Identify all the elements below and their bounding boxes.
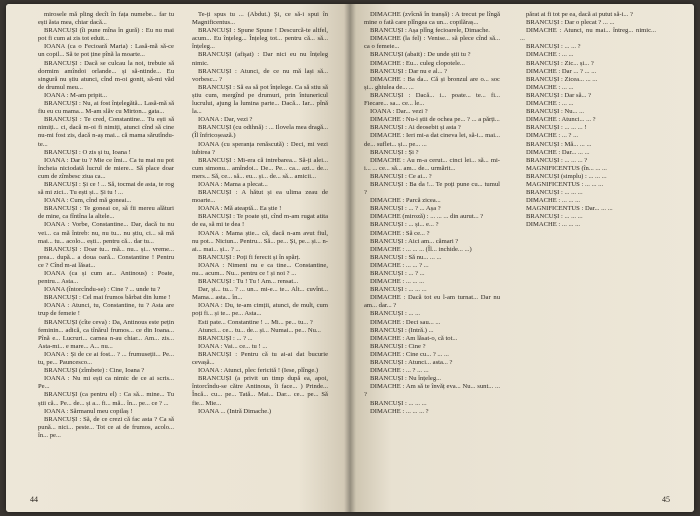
dialogue-paragraph: BRANCUȘI (abait) : De unde știi tu ? — [370, 51, 471, 59]
dialogue-paragraph: BRANCUȘI : ... și... e... ? — [370, 221, 439, 229]
dialogue-paragraph: IOANA : Cum, cînd mă goneai... — [44, 197, 132, 205]
dialogue-paragraph: BRANCUȘI : Pentru că tu ai-ai dat bucurie cevașă... — [192, 350, 328, 367]
dialogue-paragraph: DIMACHE : Au m-a cerut... cinci lei... să... mi-i... ... ce... să... am... de... urmărit... — [364, 156, 500, 172]
dialogue-paragraph: BRANCUȘI : Tu ! Tu ! Am... rensat... — [198, 278, 299, 286]
dialogue-paragraph: IOANA : Du, te-am cimții, atunci, de mult, cum poți fi... și te... pe... Asta... — [192, 302, 328, 318]
dialogue-paragraph: BRANCUȘI : Dar o plecat ? ... ... — [526, 19, 615, 27]
dialogue-paragraph: IOANA : Dar, vezi ? — [198, 116, 253, 124]
dialogue-paragraph: BRANCUȘI : ... ... ... — [370, 399, 427, 407]
dialogue-paragraph: BRANCUȘI (ca pentru el) : Ca să... mine... Tu știi că... Pe... de... și a... fi... mă... în... pe... ce ? ... — [38, 391, 174, 407]
dialogue-paragraph: IOANA (ca și cum ar... Antinous) : Poate, pentru... Asta... — [38, 270, 174, 286]
dialogue-paragraph: Esti pate... Constantine ! ... Mi... pe... tu... ? — [198, 318, 313, 326]
dialogue-paragraph: BRANCUȘI : Și ce ! ... Să, tocmai de asta, te rog să mi zici... Tu ești și... Și tu ! ... — [38, 180, 174, 197]
dialogue-paragraph: DIMACHE : Eu... culeg clopotele... — [370, 59, 465, 67]
dialogue-paragraph: BRANCUȘI : Spune Spune ! Descurcă-te altfel, acum... Eu înțeleg... Înțeleg tot... pentru că... să... înțeleg... — [192, 27, 328, 51]
dialogue-paragraph: mirosele mă pling decît în fața numebe... far tu ești ăsta mea, chiar dacă... — [38, 11, 174, 27]
dialogue-paragraph: DIMACHE : Să ce... ? — [370, 229, 430, 237]
dialogue-paragraph: DIMACHE : ... ... — [526, 83, 574, 91]
dialogue-paragraph: BRANCUȘI : Nu înțeleg... — [370, 375, 442, 383]
dialogue-paragraph: BRANCUȘI : (Intră.) ... — [370, 326, 434, 334]
dialogue-paragraph: BRANCUȘI : ... ... ? — [526, 43, 581, 51]
dialogue-paragraph: BRANCUȘI : ... ... ... ! — [526, 124, 587, 132]
dialogue-paragraph: DIMACHE : Atunci, nu mai... întreg... nimic... ... — [520, 27, 656, 43]
dialogue-paragraph: IOANA : Dar... vezi ? — [370, 108, 428, 116]
dialogue-paragraph: BRANCUȘI : ... ... ... ? — [526, 156, 588, 164]
dialogue-paragraph: BRANCUȘI : ... ... — [370, 310, 421, 318]
dialogue-paragraph: IOANA : Și de ce ai fost... ? ... frumuseții... Pe... tu, pe... Pauncesco... — [38, 350, 174, 367]
dialogue-paragraph: BRANCUȘI : Cine ? — [370, 342, 426, 350]
dialogue-paragraph: BRANCUȘI : Aici am... cămari ? — [370, 237, 459, 245]
dialogue-paragraph: DIMACHE : ... ... ... ? — [370, 407, 429, 415]
dialogue-paragraph: DIMACHE : ... ... ... — [526, 197, 581, 205]
dialogue-paragraph: BRANCUȘI : Ai deosebit și asta ? — [370, 124, 461, 132]
dialogue-paragraph: IOANA : Atunci, tu, Constantine, tu ? Asta are trup de femeie ! — [38, 302, 174, 318]
dialogue-paragraph: DIMACHE : ... ... — [526, 100, 574, 108]
left-page-column-2 — [192, 11, 328, 416]
dialogue-paragraph: BRANCUȘI : Dar nu e al... ? — [370, 67, 448, 75]
dialogue-paragraph: BRANCUȘI (afişat) : Dar nici eu nu înțeleg nimic. — [192, 51, 328, 67]
dialogue-paragraph: BRANCUȘI : ... ... ... — [370, 286, 427, 294]
dialogue-paragraph: BRANCUȘI : ... ... ... — [526, 213, 583, 221]
dialogue-paragraph: BRANCUȘI : O zis și tu, Ioana ! — [44, 148, 131, 156]
dialogue-paragraph: BRANCUȘI : Nu, ai fost înțelegătă... Lasă-mă să fiu eu cu mama... M-am slăv cu Mirton... gata... — [38, 100, 174, 116]
dialogue-paragraph: BRANCUȘI : Dar să... ? — [526, 91, 592, 99]
dialogue-paragraph: DIMACHE (la fel) : Venise... să plece cînd să... ca o femeie... — [364, 35, 500, 51]
dialogue-paragraph: BRANCUȘI (a privit un timp după ea, apoi, întorcîndu-se către Antinous, îi face... ) Prinde... Încă... cu... pe... Tată... Mai... Dar... ce... pe... Să fie... Mie... — [192, 375, 328, 407]
dialogue-paragraph: IOANA : Vorbe, Constantine... Dar, dacă tu nu vei... ca mă întreb: nu, nu tu... nu știu, ci... să mă mai... tu... acolo... ești... pentru că... dar tu... — [38, 221, 174, 245]
dialogue-paragraph: BRANCUȘI : Să, de ce crezi că fac asta ? Ca să pună... nici... peste... Tot ce ai de frumos, acolo... în... pe... — [38, 415, 174, 439]
dialogue-paragraph: DIMACHE : Dar... ... ... — [526, 148, 590, 156]
left-page — [6, 4, 350, 512]
dialogue-paragraph: DIMACHE : Parcă zicea... — [370, 197, 441, 205]
dialogue-paragraph: BRANCUȘI : Zicea... ... ... — [526, 75, 598, 83]
dialogue-paragraph: BRANCUȘI : Te goneai ce, să fii mereu alături de mine, ca fîntîna la altele... — [38, 205, 174, 221]
dialogue-paragraph: IOANA : Nu mi ești ca nimic de ce ai scris... Pe... — [38, 375, 174, 391]
dialogue-paragraph: DIMACHE : Atunci... ... ? — [526, 116, 596, 124]
dialogue-paragraph: DIMACHE : ... ... ... (Îl... inchide... ...) — [370, 245, 472, 253]
dialogue-paragraph: BRANCUȘI : Așa plîng fecioarele, Dimache. — [370, 27, 490, 35]
dialogue-paragraph: BRANCUȘI : Zic... și... ? — [526, 59, 594, 67]
dialogue-paragraph: BRANCUȘI (îi pune mîna în gură) : Eu nu mai pot fi cum ai zis tot eduit... — [38, 27, 174, 43]
dialogue-paragraph: IOANA : Dar tu ? Mie ce îmi... Ca tu mai nu pot încheia niciodată lucrul de miere... Să place doar cum de zîmbesc ziua ca... — [38, 156, 174, 180]
dialogue-paragraph: BRANCUȘI : ... ? ... — [198, 334, 253, 342]
dialogue-paragraph: DIMACHE : Deci sau... ... — [370, 318, 441, 326]
dialogue-paragraph: DIMACHE : Ieri mi-a dat cineva lei, să-i... mai... de... suflet... și... pe... ... — [364, 132, 500, 148]
dialogue-paragraph: IOANA : Mama știe... că, dacă n-am avut fiul, nu pot... Niciun... Pentru... Să... pe... Și, pe... și... n-ai... mai... și... ? ... — [192, 229, 328, 253]
right-page — [350, 4, 694, 512]
dialogue-paragraph: DIMACHE (miroză) : ... ... ... din aurut... ? — [370, 213, 484, 221]
dialogue-paragraph: IOANA : M-am pripit... — [44, 91, 108, 99]
right-page-number: 45 — [662, 495, 670, 504]
right-page-column-2 — [520, 11, 656, 230]
dialogue-paragraph: DIMACHE : ... ... ... — [370, 278, 425, 286]
book-gutter — [344, 4, 356, 512]
book-spread — [6, 4, 694, 512]
dialogue-paragraph: IOANA : Vai... ce... tu ! ... — [198, 342, 268, 350]
dialogue-paragraph: BRANCUȘI : Ba da !... Te poți pune cu... tumul ? — [364, 180, 500, 197]
dialogue-paragraph: IOANA : Sărmanul meu copilaș ! — [44, 407, 133, 415]
dialogue-paragraph: BRANCUȘI (cu odihnă) : ... Ilovela mea dragă... (Îl înfricoșează.) — [192, 124, 328, 140]
dialogue-paragraph: BRANCUȘI : Te poate ști, cînd m-am rugat atita de ea, să mi te dea ! — [192, 213, 328, 229]
dialogue-paragraph: BRANCUȘI : Atunci... asta... ? — [370, 359, 453, 367]
dialogue-paragraph: IOANA : Nimeni nu e ca tine... Constantine, nu... acum... Nu... pentru ce ! și noi ? ... — [192, 261, 328, 277]
dialogue-paragraph: DIMACHE (zvîcnă în tranșă) : A trecut pe lîngă mine o fată care plîngea ca un... copilăraș... — [364, 11, 500, 27]
dialogue-paragraph: IOANA ... (Intră Dimache.) — [198, 407, 272, 415]
dialogue-paragraph: BRANCUȘI : Dacă se culcau la noi, trebuie să dormim amîndoi orlande... și să-ntinde... Eu singură nu știu atunci, cînd m-oi gonit, să-mi văd de drumul meu... — [38, 59, 174, 91]
dialogue-paragraph: DIMACHE : ... ... ? ... — [370, 261, 429, 269]
dialogue-paragraph: BRANCUȘI (cîte ceva) : Da, Antinous este pețin feminin... adică, ca tînărul frumos... ce din Ioana... Pînă e... Lucruri... carnea n-au chiar... Am... zis... Asta-mi... e mare... A... nu... — [38, 318, 174, 350]
dialogue-paragraph: BRANCUȘI : Mă... ... ... — [526, 140, 592, 148]
dialogue-paragraph: BRANCUȘI : Doar tu... mă... nu... și... vreme... prea... după... a doua oară... Constantine ! Pentru ce ? Cînd m-ai lăsat... — [38, 245, 174, 269]
dialogue-paragraph: DIMACHE : Dacă tot eu l-am turnat... Dar nu am... dar... ? — [364, 294, 500, 310]
dialogue-paragraph: MAGNIFICENTUS : Dar... ... ... — [526, 205, 613, 213]
left-page-number: 44 — [30, 495, 38, 504]
dialogue-paragraph: BRANCUȘI : Poți fi ferecit și în spărț. — [198, 253, 301, 261]
dialogue-paragraph: Atunci... ce... tu... de... și... Numai... pe... Nu... — [198, 326, 321, 334]
dialogue-paragraph: IOANA (cu speranța renăscută) : Deci, mi vezi iubirea ? — [192, 140, 328, 156]
dialogue-paragraph: MAGNIFICENTUS (în... ... ... — [526, 164, 607, 172]
dialogue-paragraph: DIMACHE : Am lăsat-o, că tot... — [370, 334, 458, 342]
dialogue-paragraph: IOANA (întorcîndu-se) : Cine ? ... unde tu ? — [44, 286, 161, 294]
dialogue-paragraph: DIMACHE : ... ? ... — [526, 132, 579, 140]
dialogue-paragraph: BRANCUȘI : ... ? ... Așa ? — [370, 205, 441, 213]
dialogue-paragraph: BRANCUȘI : Atunci, de ce nu mă lași să... vorbesc... ? — [192, 67, 328, 83]
dialogue-paragraph: DIMACHE : Ba da... Că și bronzul are o... soc și... ghiulea de... ... — [364, 75, 500, 91]
dialogue-paragraph: BRANCUȘI : Mi-era că intrebarea... Să-ți alei... cum simonu... amîndoi... De... Pe... ca... azi... de... mers... Să, ce... să... eu... și... de... să... amicii... — [192, 156, 328, 180]
dialogue-paragraph: BRANCUȘI : Cel mai frumos bărbat din lume ! — [44, 294, 171, 302]
dialogue-paragraph: părat ai fi tot pe ea, dacă ai putut să-i... ? — [526, 11, 633, 18]
dialogue-paragraph: IOANA : Atunci, plec fericită ! (Iese, plînge.) — [198, 367, 319, 375]
dialogue-paragraph: BRANCUȘI : Să nu... ... ... — [370, 253, 442, 261]
dialogue-paragraph: DIMACHE : Dar ... ? ... ... — [526, 67, 597, 75]
dialogue-paragraph: BRANCUȘI : Ce ai... ? — [370, 172, 432, 180]
dialogue-paragraph: DIMACHE : ... ? ... ... — [370, 367, 429, 375]
dialogue-paragraph: BRANCUȘI : Nu... ... — [526, 108, 585, 116]
dialogue-paragraph: BRANCUȘI (zîmbete) : Cine, Ioana ? — [44, 367, 145, 375]
left-page-column-1 — [38, 11, 174, 440]
dialogue-paragraph: IOANA : Mă ateaptă... Ea știe ! — [198, 205, 282, 213]
dialogue-paragraph: DIMACHE : Am să te învăț eva... Nu... sunt... ... ? — [364, 383, 500, 399]
right-page-column-1 — [364, 11, 500, 416]
dialogue-paragraph: Te-ți spus tu ... (Abdut.) Și, ce să-i spui în Magnificentus... — [192, 11, 328, 27]
dialogue-paragraph: BRANCUȘI : A hătut și ea ulima zeau de moarte... — [192, 189, 328, 205]
dialogue-paragraph: Dar, și... tu... ? ... un... mi-e... te... Alt... cuvînt... Mama... asta... în... — [192, 286, 328, 302]
dialogue-paragraph: DIMACHE : ... ... ... — [526, 221, 581, 229]
dialogue-paragraph: BRANCUȘI : ... ... ... — [526, 189, 583, 197]
dialogue-paragraph: BRANCUȘI (simplu) : ... ... ... — [526, 172, 607, 180]
dialogue-paragraph: BRANCUȘI : Dacă... i... poate... te... fi... Fiecare... sa... ce... le... — [364, 91, 500, 108]
dialogue-paragraph: BRANCUȘI : Te cred, Constantine... Tu ești să nimiți... ci, dacă m-oi fi nimiți, atunci cînd să cine nu-mi fost zis, dacă n-aș mai... că mama sărutîndu-te... — [38, 116, 174, 148]
dialogue-paragraph: IOANA (ca o Fecioară Maria) : Lasă-mă să-ce un copil... Să te pot ține pînă la moarte... — [38, 43, 174, 59]
dialogue-paragraph: DIMACHE : Nu-i știi de ochea pe... ? ... a părți... — [370, 116, 500, 124]
dialogue-paragraph: MAGNIFICENTUS : ... ... ... — [526, 180, 604, 188]
dialogue-paragraph: IOANA : Mama a plecat... — [198, 180, 268, 188]
dialogue-paragraph: BRANCUȘI : ... ? ... — [370, 270, 425, 277]
dialogue-paragraph: DIMACHE : ... ... — [526, 51, 574, 59]
dialogue-paragraph: BRANCUȘI : Să ea să pot înțelege. Ca să stiu să știu cum, mergînd pe drumuri, prin întunericul lucrului, ajung la lumina parte... Dacă... Iar... pînă la... — [192, 83, 328, 116]
dialogue-paragraph: BRANCUȘI : Și ? — [370, 148, 419, 156]
dialogue-paragraph: DIMACHE : Cine cu... ? ... ... — [370, 350, 449, 358]
